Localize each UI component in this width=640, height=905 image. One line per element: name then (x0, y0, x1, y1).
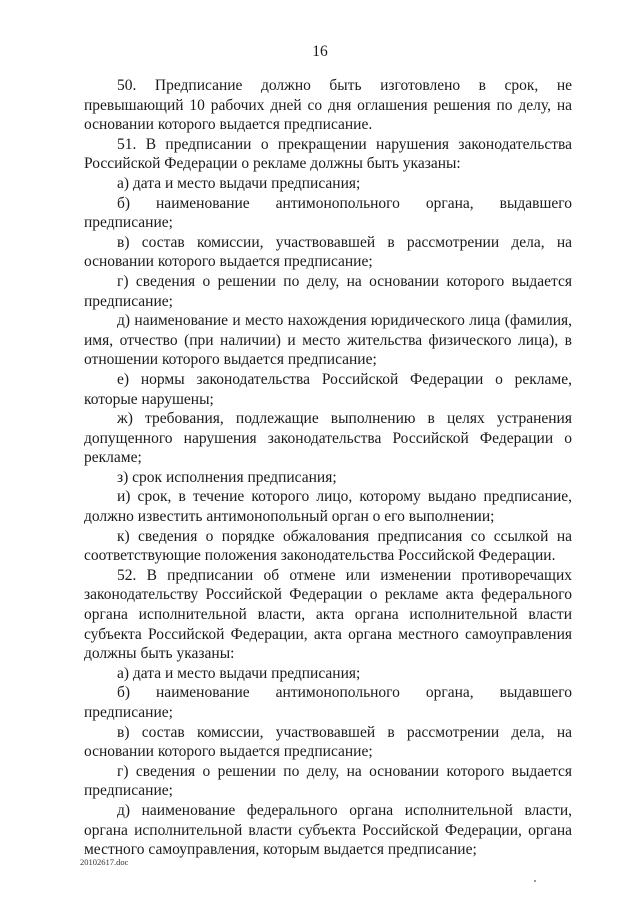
list-item-51-zh: ж) требования, подлежащие выполнению в целях устранения допущенного нарушения законодательства Российской Федерации о рекламе; (84, 410, 572, 467)
paragraph-52: 52. В предписании об отмене или изменении противоречащих законодательству Российской Федерации о рекламе акта федерального органа исполнительной власти, акта органа исполнительной власти субъекта Российской Федерации, акта органа местного самоуправления должны быть указаны: (84, 566, 572, 663)
list-item-52-b: б) наименование антимонопольного органа, выдавшего предписание; (84, 684, 572, 721)
list-item-52-g: г) сведения о решении по делу, на основании которого выдается предписание; (84, 762, 572, 800)
list-item-51-b: б) наименование антимонопольного органа, выдавшего предписание; (84, 194, 572, 232)
page-number: 16 (312, 43, 328, 60)
list-item-51-g: г) сведения о решении по делу, на основании которого выдается предписание; (84, 272, 572, 310)
document-body (84, 76, 572, 860)
list-item-52-d: д) наименование федерального органа исполнительной власти, органа исполнительной власти субъекта Российской Федерации, органа местного самоуправления, которым выдается предписание; (84, 801, 572, 859)
footer-doc-code: 20102617.doc (80, 857, 129, 867)
paragraph-51: 51. В предписании о прекращении нарушения законодательства Российской Федерации о рекламе должны быть указаны: (84, 135, 572, 173)
list-item-51-d: д) наименование и место нахождения юридического лица (фамилия, имя, отчество (при наличии) и место жительства физического лица), в отношении которого выдается предписание; (84, 312, 572, 369)
scan-speck (534, 880, 536, 882)
list-item-51-k: к) сведения о порядке обжалования предписания со ссылкой на соответствующие положения законодательства Российской Федерации. (84, 527, 572, 565)
list-item-51-e: е) нормы законодательства Российской Федерации о рекламе, которые нарушены; (84, 370, 572, 408)
list-item-52-v: в) состав комиссии, участвовавшей в рассмотрении дела, на основании которого выдается предписание; (84, 723, 572, 761)
list-item-52-a: а) дата и место выдачи предписания; (117, 664, 361, 682)
list-item-51-a: а) дата и место выдачи предписания; (117, 174, 361, 192)
list-item-51-i: и) срок, в течение которого лицо, которому выдано предписание, должно известить антимонопольный орган о его выполнении; (84, 488, 572, 526)
list-item-51-z: з) срок исполнения предписания; (117, 468, 337, 486)
list-item-51-v: в) состав комиссии, участвовавшей в рассмотрении дела, на основании которого выдается предписание; (84, 233, 572, 271)
paragraph-50: 50. Предписание должно быть изготовлено в срок, не превышающий 10 рабочих дней со дня оглашения решения по делу, на основании которого выдается предписание. (84, 77, 572, 134)
